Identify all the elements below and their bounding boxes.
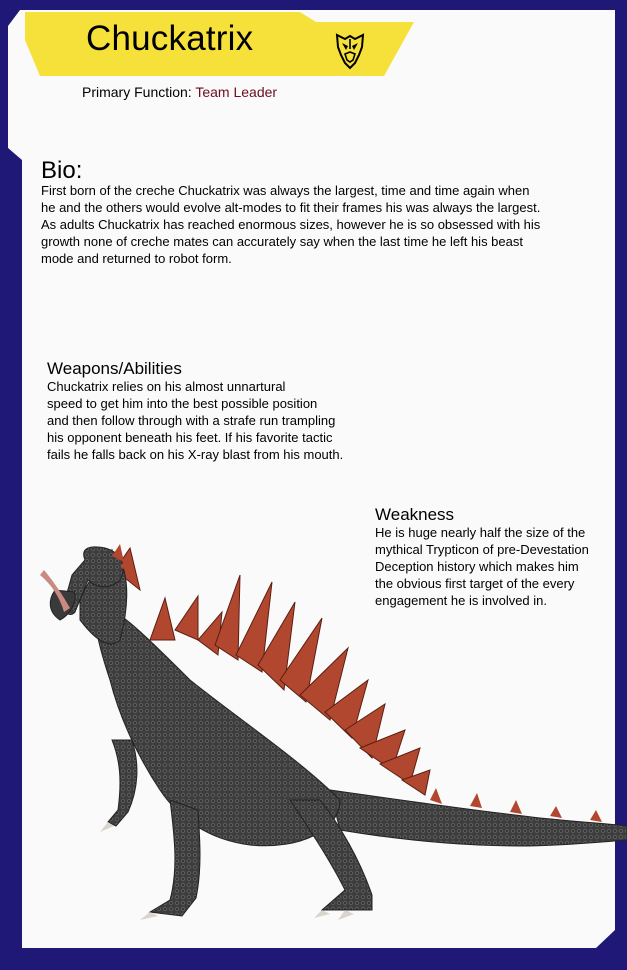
- character-name: Chuckatrix: [86, 19, 254, 58]
- bio-heading: Bio:: [41, 157, 83, 184]
- left-notch: [0, 148, 22, 900]
- weapons-heading: Weapons/Abilities: [47, 359, 182, 378]
- weakness-heading: Weakness: [375, 505, 455, 524]
- weakness-text: He is huge nearly half the size of the mythical Trypticon of pre-Devestation Deception history which makes him the obvious first target of the every engagement he is involved in.: [375, 525, 589, 608]
- faction-insignia-icon: [333, 31, 367, 71]
- white-panel: [8, 10, 615, 948]
- primary-function-value: Team Leader: [195, 84, 278, 100]
- weapons-text: Chuckatrix relies on his almost unnartural speed to get him into the best possible position and then follow through with a strafe run trampling his opponent beneath his feet. If his favorite tactic fails he falls back on his X-ray blast from his mouth.: [47, 379, 344, 462]
- primary-function-label: Primary Function:: [82, 84, 192, 100]
- bio-text: First born of the creche Chuckatrix was always the largest, time and time again when he and the others would evolve alt-modes to fit their frames his was always the largest. As adults Chuckatrix has reached enormous sizes, however he is so obsessed with his growth none of creche mates can accurately say when the last time he left his beast mode and returned to robot form.: [41, 183, 541, 266]
- primary-function: [82, 84, 277, 101]
